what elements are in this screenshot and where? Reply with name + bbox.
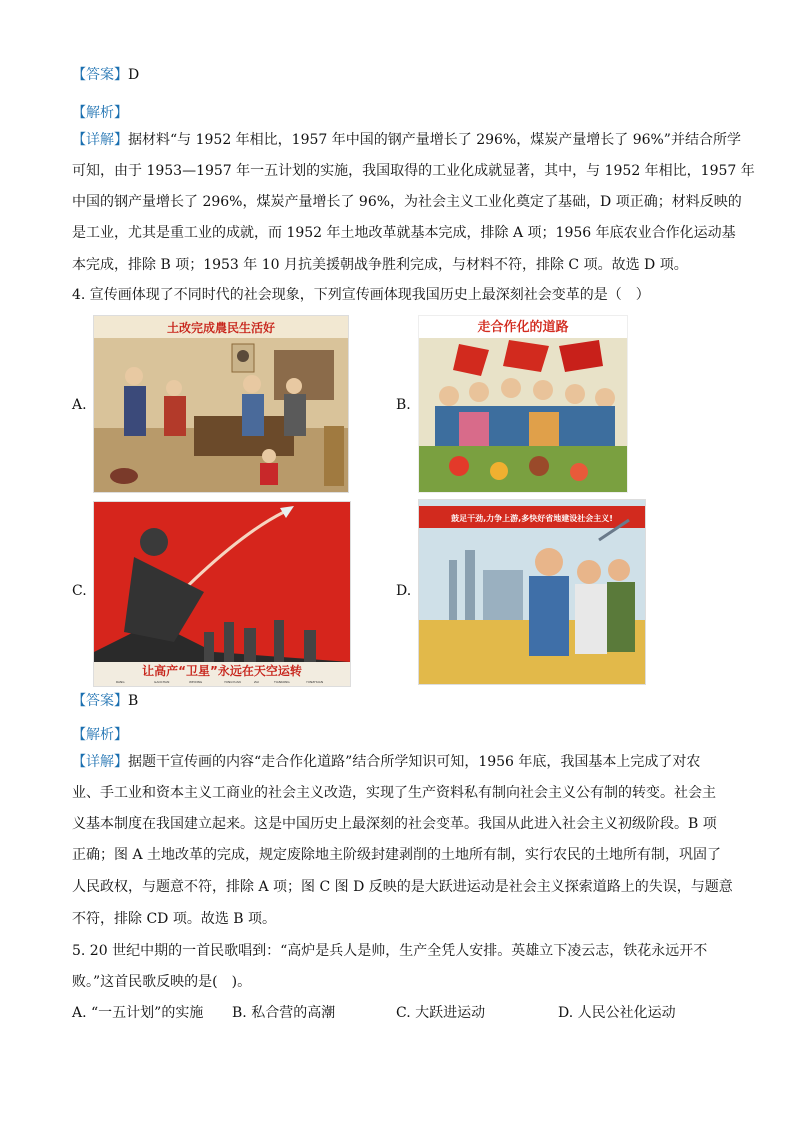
option-d-poster-caption: 鼓足干劲,力争上游,多快好省地建设社会主义! (451, 514, 613, 523)
q3-answer: D (128, 67, 140, 83)
option-b-poster-caption: 走合作化的道路 (477, 320, 569, 335)
q5-choice-a[interactable]: A. “一五计划”的实施 (72, 1005, 204, 1021)
q4-answer-line: 【答案】B (72, 693, 139, 709)
option-c-poster-image (93, 501, 351, 687)
q3-detail-line-4: 是工业，尤其是重工业的成就，而 1952 年土地改革就基本完成，排除 A 项；1956 年底农业合作化运动基 (72, 225, 736, 241)
option-c-pinyin-2: WEIXING (189, 680, 203, 684)
q4-answer: B (128, 693, 139, 709)
q4-detail-line-1: 【详解】据题干宣传画的内容“走合作化道路”结合所学知识可知，1956 年底，我国基本上完成了对农 (72, 754, 701, 770)
q3-analysis-tag: 【解析】 (72, 105, 128, 121)
detail-tag: 【详解】 (72, 132, 128, 148)
option-a-poster-image (93, 315, 349, 493)
option-d-letter: D. (396, 583, 412, 599)
q3-detail-line-2: 可知，由于 1953—1957 年一五计划的实施，我国取得的工业化成就显著，其中，与 1952 年相比，1957 年 (72, 163, 755, 179)
q5-stem-line-2: 败。”这首民歌反映的是( )。 (72, 974, 252, 990)
q4-detail-line-3: 义基本制度在我国建立起来。这是中国历史上最深刻的社会变革。我国从此进入社会主义初级阶段。B 项 (72, 816, 717, 832)
option-c-pinyin-3: YONGYUAN (224, 680, 241, 684)
option-c-pinyin-5: TIANKONG (274, 680, 290, 684)
q5-choices (72, 1004, 722, 1022)
option-c-letter: C. (72, 583, 87, 599)
q3-detail-line-1: 【详解】据材料“与 1952 年相比，1957 年中国的钢产量增长了 296%，煤炭产量增长了 96%”并结合所学 (72, 132, 741, 148)
q5-choice-c[interactable]: C. 大跃进运动 (396, 1005, 486, 1021)
option-c-pinyin-0: RANG (116, 680, 125, 684)
option-b-poster-image (418, 315, 628, 493)
option-b-letter: B. (396, 397, 411, 413)
q3-detail-line-3: 中国的钢产量增长了 296%，煤炭产量增长了 96%，为社会主义工业化奠定了基础，D 项正确；材料反映的 (72, 194, 742, 210)
option-c-pinyin-6: YUNZHUAN (306, 680, 324, 684)
q4-detail-line-5: 人民政权，与题意不符，排除 A 项；图 C 图 D 反映的是大跃进运动是社会主义探索道路上的失误，与题意 (72, 879, 733, 895)
q5-stem-line-1: 5. 20 世纪中期的一首民歌唱到：“高炉是兵人是帅，生产全凭人安排。英雄立下凌云志，铁花永远开不 (72, 943, 708, 959)
option-c-pinyin-1: GAOCHAN (154, 680, 170, 684)
q4-analysis-tag: 【解析】 (72, 727, 128, 743)
q4-detail-line-6: 不符，排除 CD 项。故选 B 项。 (72, 911, 277, 927)
option-c-poster-caption: 让高产“卫星”永远在天空运转 (142, 664, 302, 678)
q5-choice-d[interactable]: D. 人民公社化运动 (558, 1005, 676, 1021)
q5-choice-b[interactable]: B. 私合营的高潮 (232, 1005, 336, 1021)
option-a-poster-caption: 土改完成農民生活好 (166, 321, 276, 335)
option-d-poster-image (418, 499, 646, 685)
option-c-pinyin-4: ZAI (254, 680, 259, 684)
option-a-letter: A. (72, 397, 87, 413)
q4-stem: 4. 宣传画体现了不同时代的社会现象，下列宣传画体现我国历史上最深刻社会变革的是（ ） (72, 287, 650, 303)
q4-detail-line-4: 正确；图 A 土地改革的完成，规定废除地主阶级封建剥削的土地所有制，实行农民的土地所有制，巩固了 (72, 847, 722, 863)
q4-detail-line-2: 业、手工业和资本主义工商业的社会主义改造，实现了生产资料私有制向社会主义公有制的转变。社会主 (72, 785, 716, 801)
q3-detail-line-5: 本完成，排除 B 项；1953 年 10 月抗美援朝战争胜利完成，与材料不符，排除 C 项。故选 D 项。 (72, 257, 688, 273)
q3-answer-line (72, 66, 139, 84)
answer-tag: 【答案】 (72, 67, 128, 83)
